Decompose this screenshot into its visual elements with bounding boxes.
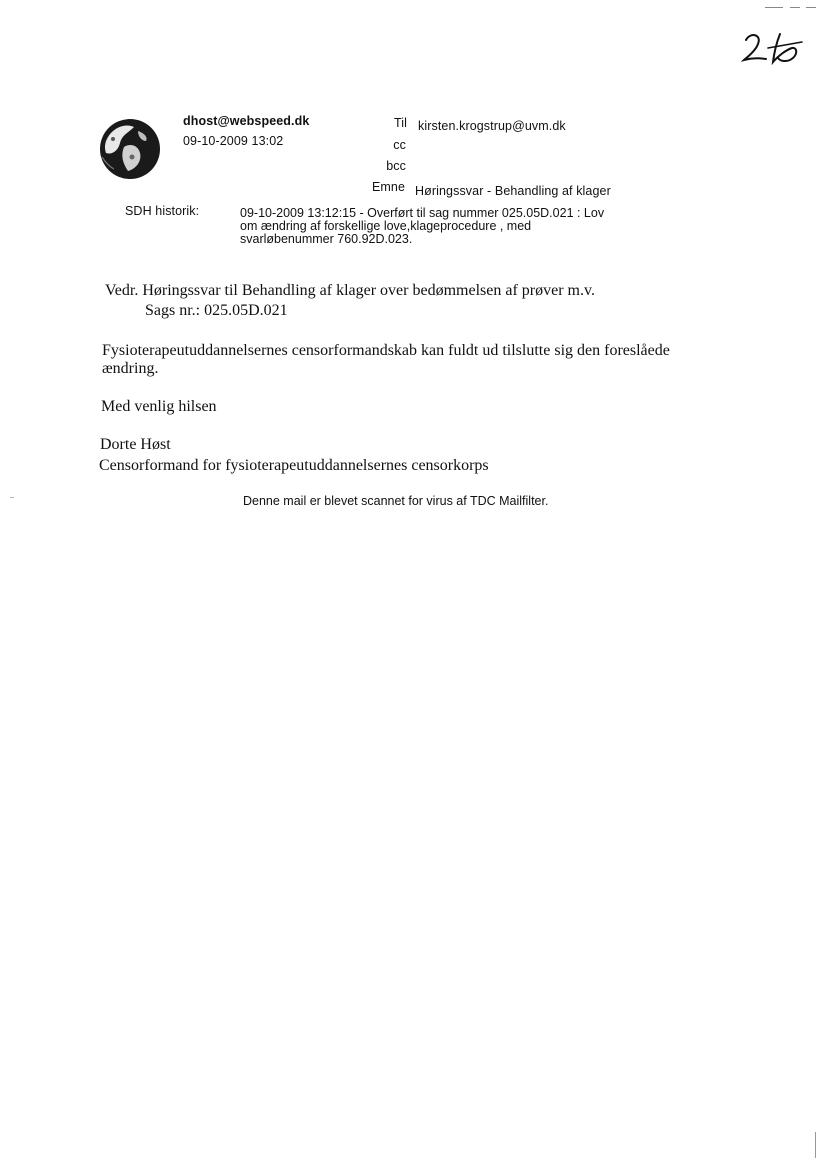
to-label: Til	[393, 116, 407, 130]
scan-mark	[10, 497, 14, 498]
history-label: SDH historik:	[125, 204, 200, 218]
corner-dash	[790, 7, 800, 8]
body-paragraph-line1: Fysioterapeutuddannelsernes censorformandskab kan fuldt ud tilslutte sig den foreslåede	[102, 342, 670, 359]
scan-edge-line	[815, 1132, 816, 1158]
sender-datetime: 09-10-2009 13:02	[183, 134, 284, 148]
signature-name: Dorte Høst	[100, 436, 171, 453]
to-value: kirsten.krogstrup@uvm.dk	[418, 119, 566, 133]
greeting: Med venlig hilsen	[101, 398, 217, 415]
virus-scan-note: Denne mail er blevet scannet for virus af TDC Mailfilter.	[243, 494, 549, 508]
sender-avatar	[98, 117, 162, 181]
body-paragraph-line2: ændring.	[102, 360, 159, 377]
regarding-line: Vedr. Høringssvar til Behandling af klager over bedømmelsen af prøver m.v.	[105, 282, 595, 299]
history-text: 09-10-2009 13:12:15 - Overført til sag nummer 025.05D.021 : Lov om ændring af forskellige love,klageprocedure , med svarløbenummer 760.92D.023.	[240, 206, 605, 246]
bcc-label: bcc	[386, 159, 406, 173]
case-number-line: Sags nr.: 025.05D.021	[145, 302, 288, 319]
corner-dash	[765, 7, 783, 8]
corner-dash	[806, 7, 816, 8]
handwritten-page-mark	[740, 28, 810, 68]
sender-email: dhost@webspeed.dk	[183, 114, 310, 128]
subject-value: Høringssvar - Behandling af klager	[415, 184, 611, 198]
subject-label: Emne	[371, 180, 405, 194]
signature-title: Censorformand for fysioterapeutuddannelsernes censorkorps	[99, 457, 489, 474]
cc-label: cc	[393, 138, 406, 152]
